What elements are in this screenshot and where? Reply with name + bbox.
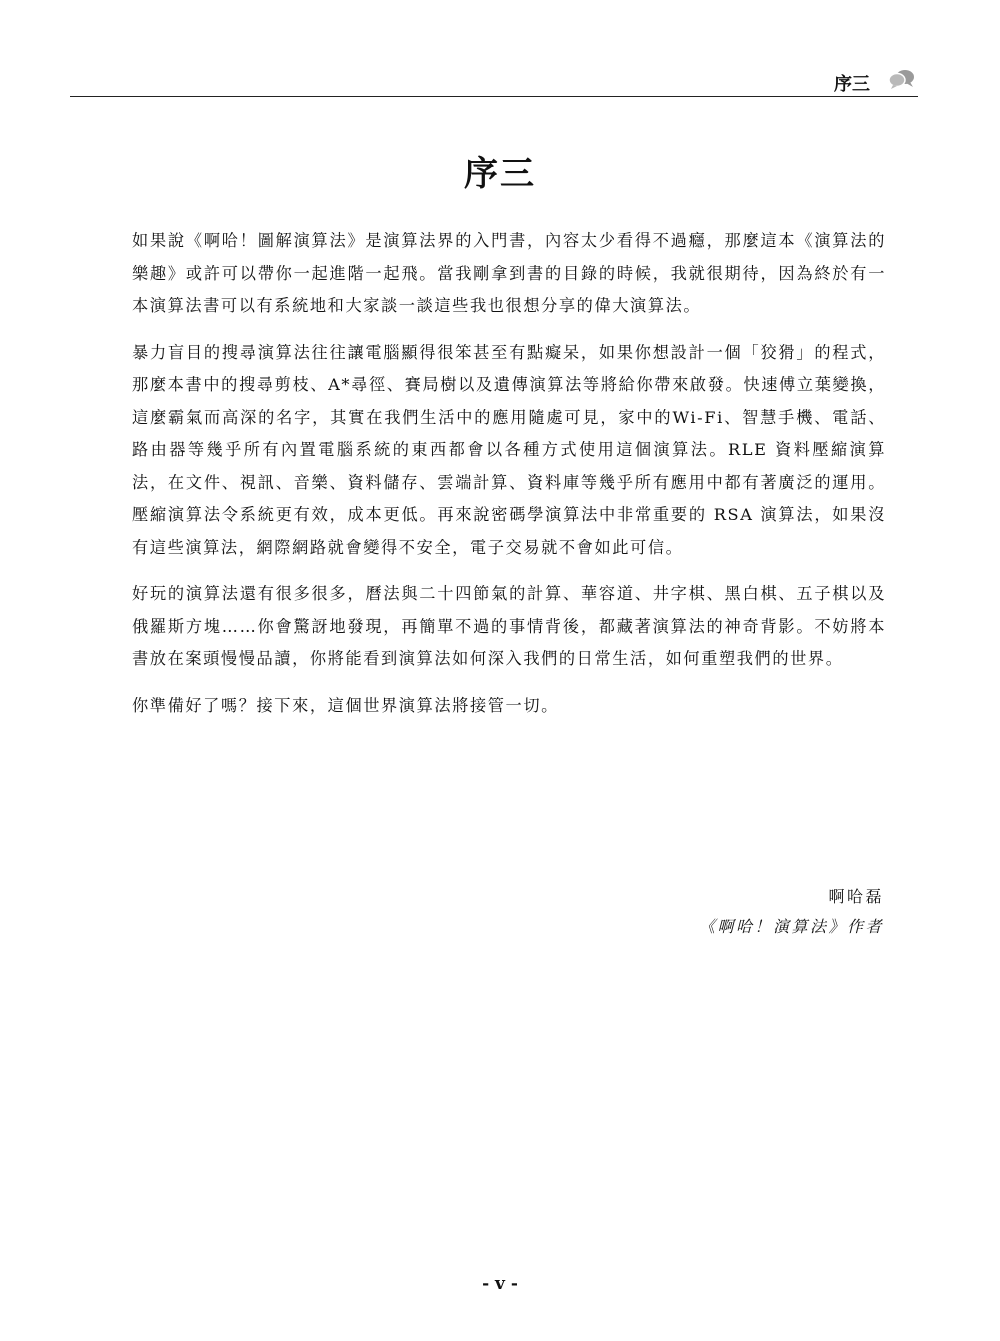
- paragraph: 如果說《啊哈！圖解演算法》是演算法界的入門書，內容太少看得不過癮，那麼這本《演算法的樂趣》或許可以帶你一起進階一起飛。當我剛拿到書的目錄的時候，我就很期待，因為終於有一本演算法書可以有系統地和大家談一談這些我也很想分享的偉大演算法。: [132, 231, 886, 315]
- preface-body: [132, 225, 886, 736]
- signature: [699, 882, 884, 942]
- page-header: [70, 64, 918, 97]
- paragraph: 好玩的演算法還有很多很多，曆法與二十四節氣的計算、華容道、井字棋、黑白棋、五子棋以及俄羅斯方塊……你會驚訝地發現，再簡單不過的事情背後，都藏著演算法的神奇背影。不妨將本書放在案頭慢慢品讀，你將能看到演算法如何深入我們的日常生活，如何重塑我們的世界。: [132, 584, 886, 668]
- speech-bubbles-icon: [888, 68, 916, 90]
- paragraph: 暴力盲目的搜尋演算法往往讓電腦顯得很笨甚至有點癡呆，如果你想設計一個「狡猾」的程式，那麼本書中的搜尋剪枝、A*尋徑、賽局樹以及遺傳演算法等將給你帶來啟發。快速傅立葉變換，這麼霸氣而高深的名字，其實在我們生活中的應用隨處可見，家中的Wi-Fi、智慧手機、電話、路由器等幾乎所有內置電腦系統的東西都會以各種方式使用這個演算法。RLE 資料壓縮演算法，在文件、視訊、音樂、資料儲存、雲端計算、資料庫等幾乎所有應用中都有著廣泛的運用。壓縮演算法令系統更有效，成本更低。再來說密碼學演算法中非常重要的 RSA 演算法，如果沒有這些演算法，網際網路就會變得不安全，電子交易就不會如此可信。: [132, 342, 886, 557]
- author-book: 《啊哈！演算法》作者: [698, 917, 884, 936]
- paragraph: 你準備好了嗎？接下來，這個世界演算法將接管一切。: [132, 695, 559, 715]
- header-title: 序三: [834, 74, 870, 95]
- author-name: 啊哈磊: [828, 887, 884, 906]
- page-title: 序三: [464, 154, 536, 194]
- page-number: - v -: [482, 1274, 518, 1294]
